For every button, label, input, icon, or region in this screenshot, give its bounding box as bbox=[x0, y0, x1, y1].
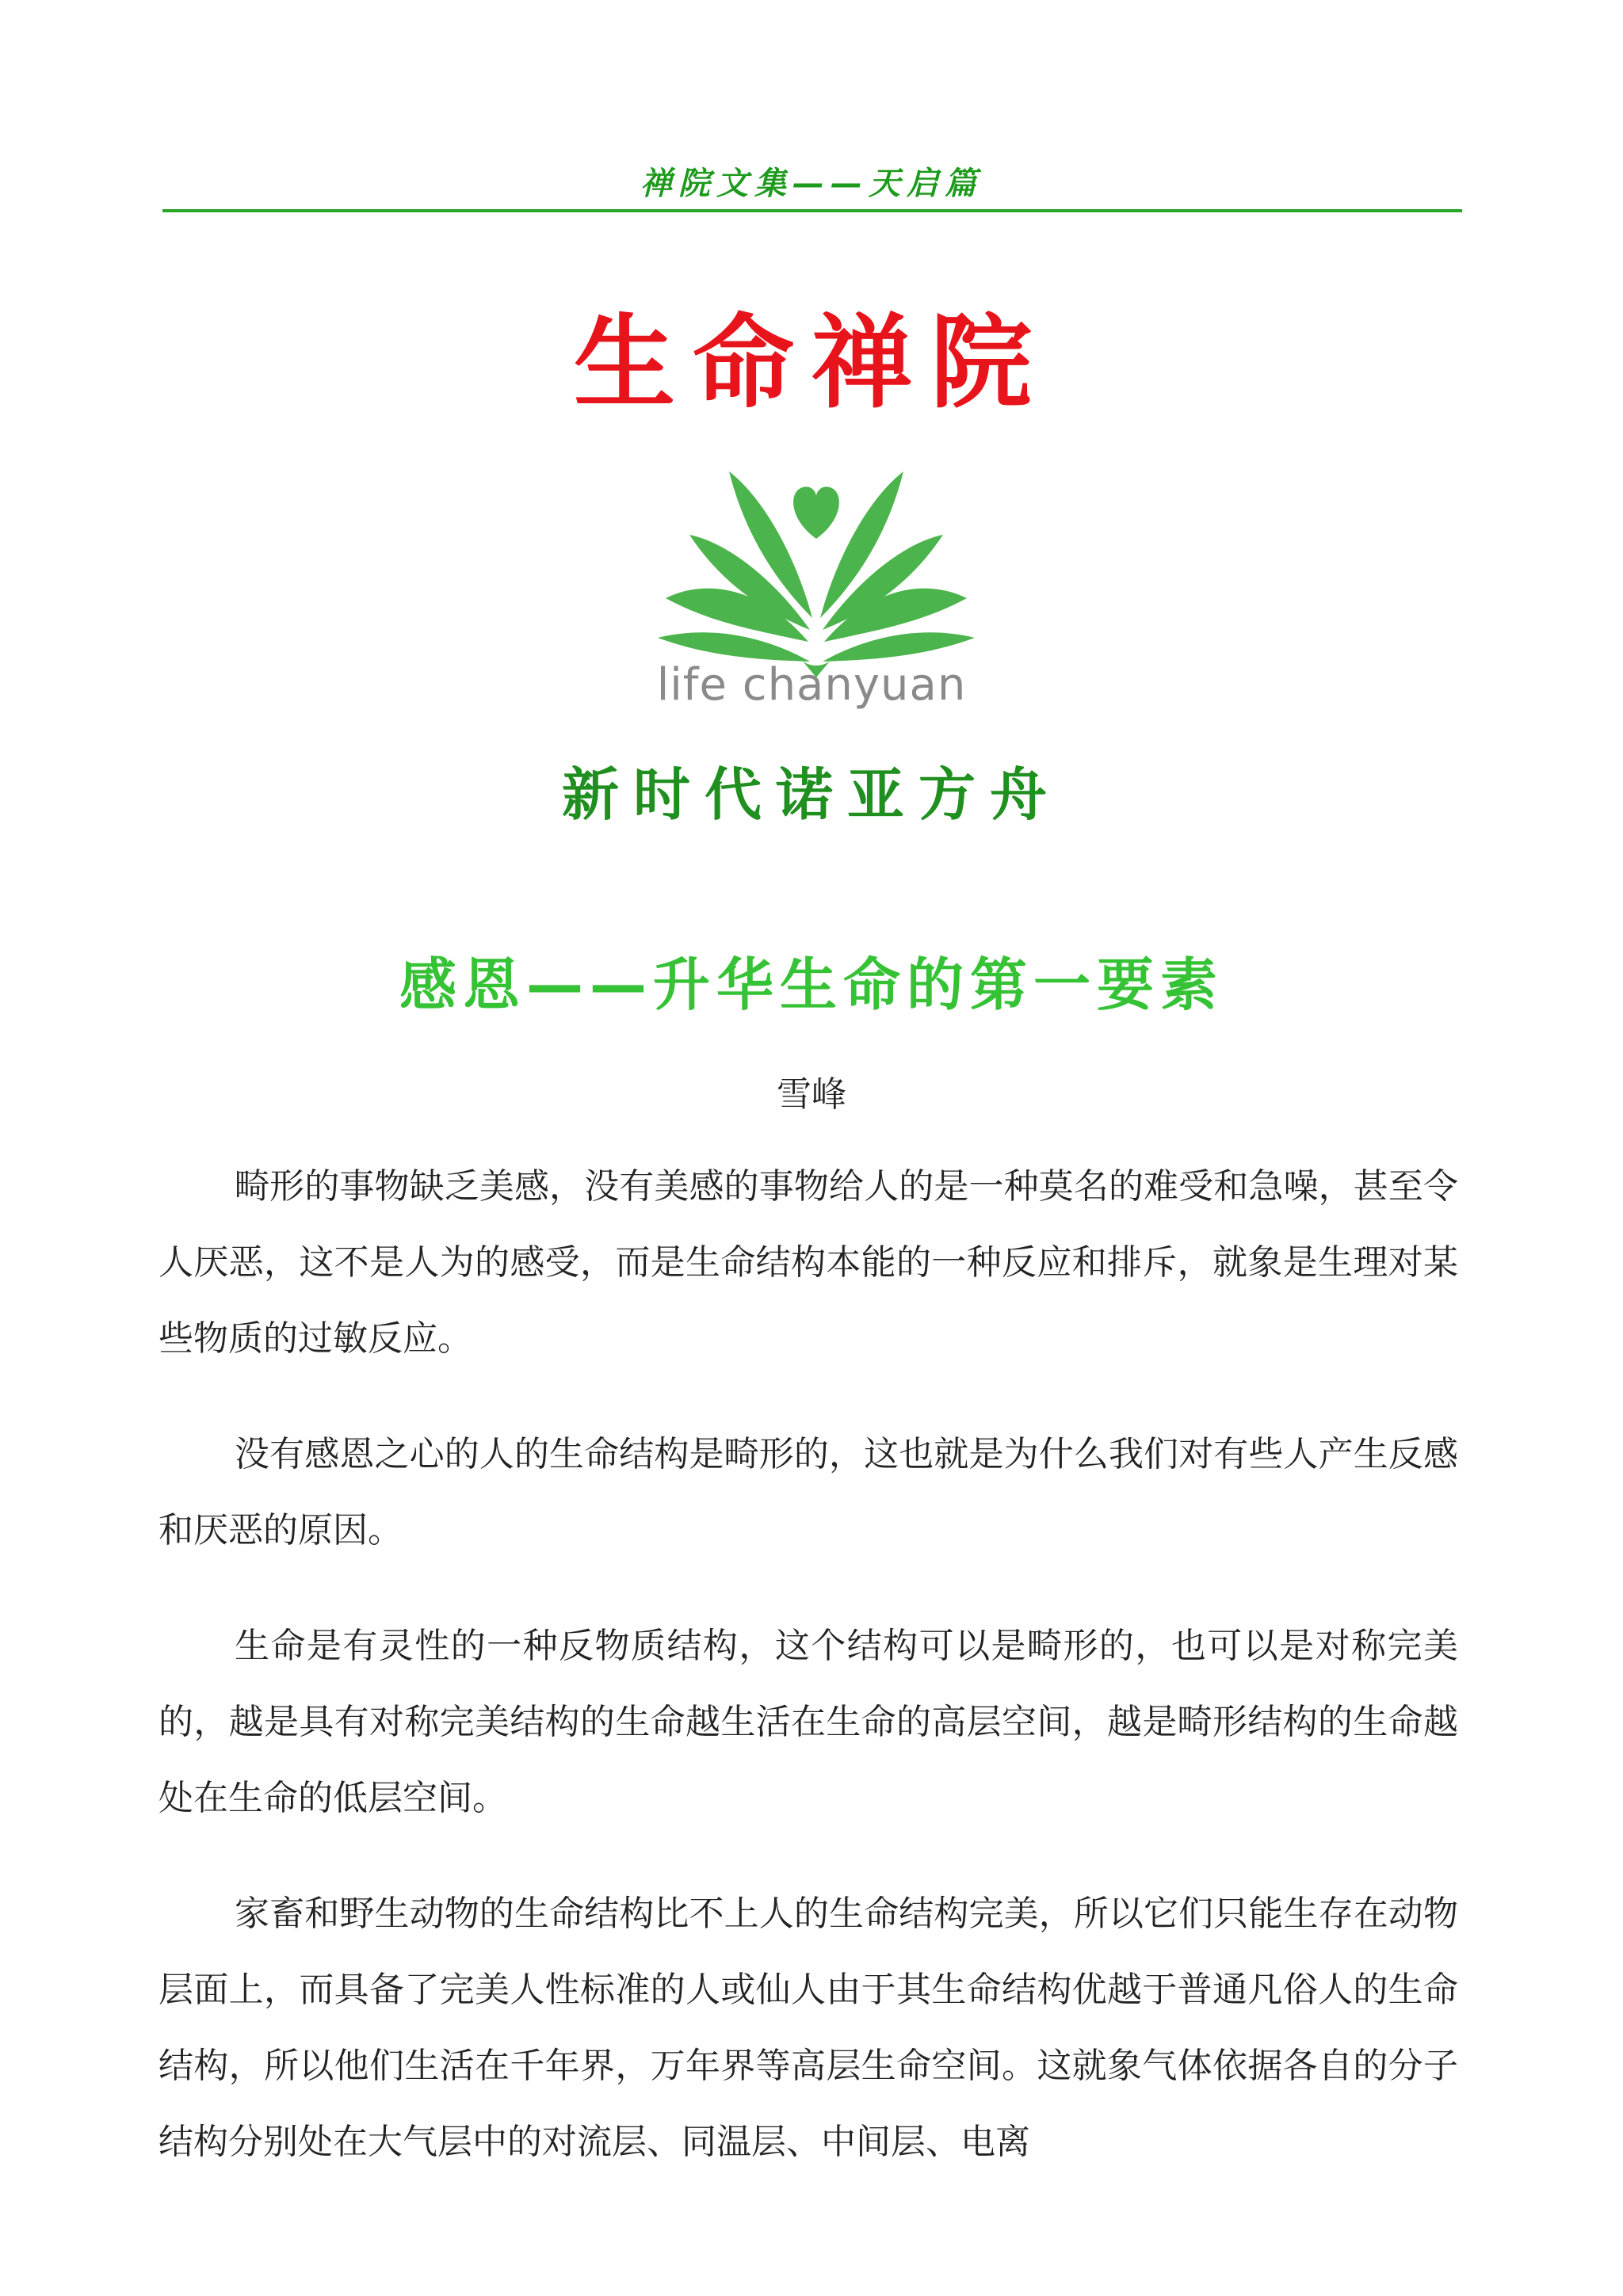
paragraph: 畸形的事物缺乏美感，没有美感的事物给人的是一种莫名的难受和急噪，甚至令人厌恶，这不是人为的感受，而是生命结构本能的一种反应和排斥，就象是生理对某些物质的过敏反应。 bbox=[158, 1166, 1458, 1359]
paragraph: 生命是有灵性的一种反物质结构，这个结构可以是畸形的，也可以是对称完美的，越是具有对称完美结构的生命越生活在生命的高层空间，越是畸形结构的生命越处在生命的低层空间。 bbox=[158, 1626, 1458, 1818]
paragraph: 家畜和野生动物的生命结构比不上人的生命结构完美，所以它们只能生存在动物层面上，而具备了完美人性标准的人或仙人由于其生命结构优越于普通凡俗人的生命结构，所以他们生活在千年界，万年界等高层生命空间。这就象气体依据各自的分子结构分别处在大气层中的对流层、同温层、中间层、电离 bbox=[158, 1894, 1458, 2162]
slogan: 新时代诺亚方舟 bbox=[561, 761, 1061, 828]
running-header: 禅院文集——天启篇 bbox=[640, 166, 983, 202]
paragraph: 没有感恩之心的人的生命结构是畸形的，这也就是为什么我们对有些人产生反感和厌恶的原因。 bbox=[158, 1434, 1458, 1550]
header-divider bbox=[162, 209, 1462, 212]
article-author: 雪峰 bbox=[777, 1074, 846, 1115]
logo-wordmark: life chanyuan bbox=[656, 659, 967, 711]
brand-title: 生命禅院 bbox=[573, 304, 1049, 422]
article-title: 感恩——升华生命的第一要素 bbox=[399, 952, 1224, 1018]
article-body bbox=[158, 1149, 1458, 2220]
